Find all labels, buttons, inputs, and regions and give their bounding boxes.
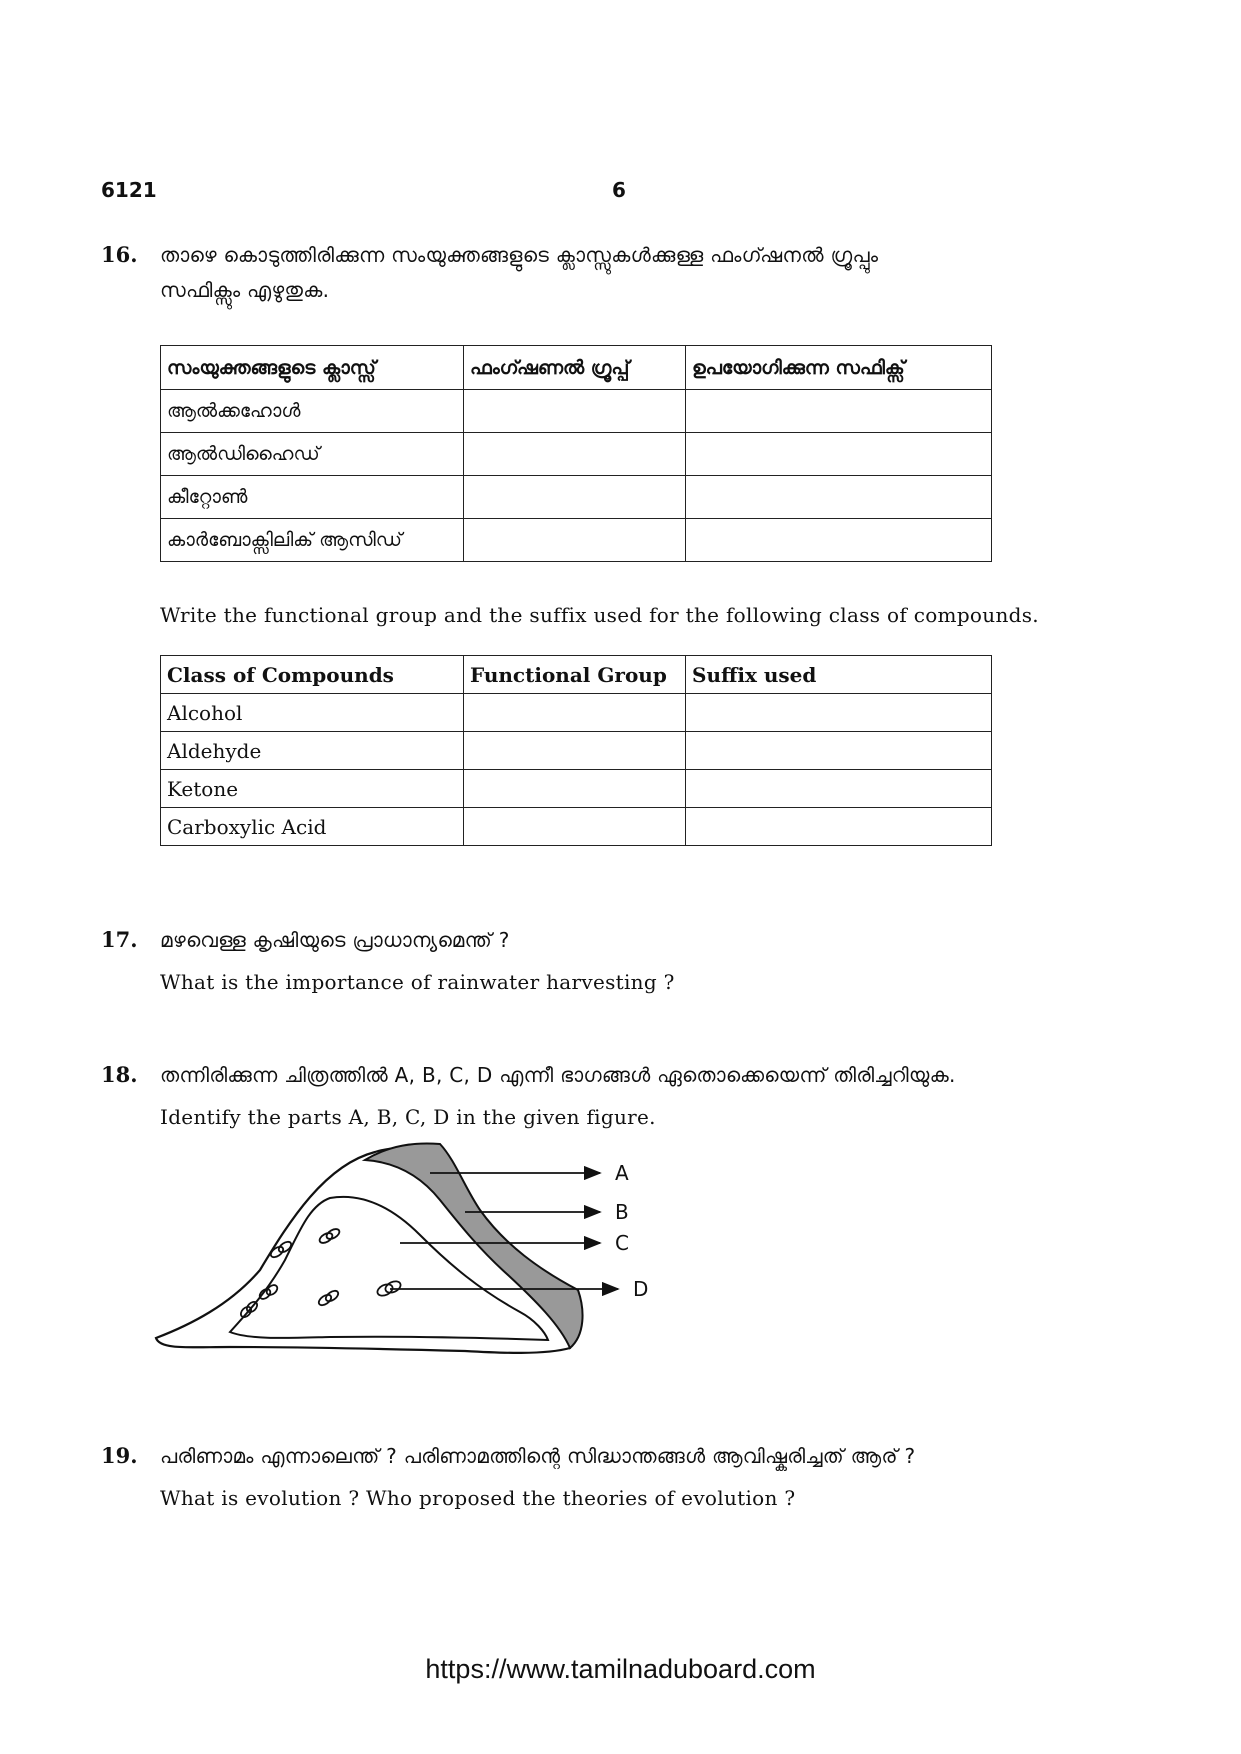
table-header-cell: Functional Group	[464, 656, 686, 694]
question-16-number: 16.	[101, 242, 138, 267]
table-cell: Ketone	[161, 770, 464, 808]
table-row	[161, 433, 992, 476]
page-number: 6	[612, 178, 626, 202]
table-header-cell: ഫംഗ്ഷണൽ ഗ്രൂപ്പ്	[464, 346, 686, 390]
figure-label-c: C	[615, 1231, 629, 1255]
question-17-ml: മഴവെള്ള കൃഷിയുടെ പ്രാധാന്യമെന്ത് ?	[160, 928, 510, 952]
answer-cell	[464, 433, 686, 476]
answer-cell	[686, 519, 992, 562]
answer-cell	[686, 433, 992, 476]
figure-label-d: D	[633, 1277, 649, 1301]
table-header-cell: Suffix used	[686, 656, 992, 694]
footer-url[interactable]: https://www.tamilnaduboard.com	[425, 1654, 816, 1684]
table-row	[161, 476, 992, 519]
table-row	[161, 732, 992, 770]
table-row	[161, 770, 992, 808]
table-cell: കീറ്റോൺ	[161, 476, 464, 519]
table-header-row	[161, 346, 992, 390]
question-18-ml: തന്നിരിക്കുന്ന ചിത്രത്തിൽ A, B, C, D എന്നീ ഭാഗങ്ങൾ ഏതൊക്കെയെന്ന് തിരിച്ചറിയുക.	[160, 1063, 956, 1087]
answer-cell	[686, 770, 992, 808]
answer-cell	[686, 390, 992, 433]
figure-label-a: A	[615, 1161, 629, 1185]
answer-cell	[686, 732, 992, 770]
answer-cell	[464, 770, 686, 808]
answer-cell	[464, 694, 686, 732]
paper-code: 6121	[101, 178, 157, 202]
question-19-ml: പരിണാമം എന്നാലെന്ത് ? പരിണാമത്തിന്റെ സിദ്ധാന്തങ്ങൾ ആവിഷ്കരിച്ചത് ആര് ?	[160, 1444, 916, 1468]
fruit-section-figure	[150, 1140, 710, 1370]
answer-cell	[464, 808, 686, 846]
answer-cell	[464, 519, 686, 562]
table-row	[161, 519, 992, 562]
table-row	[161, 694, 992, 732]
answer-cell	[464, 732, 686, 770]
question-18-number: 18.	[101, 1062, 138, 1087]
table-cell: Alcohol	[161, 694, 464, 732]
answer-cell	[686, 694, 992, 732]
table-row	[161, 390, 992, 433]
answer-cell	[464, 476, 686, 519]
answer-cell	[686, 808, 992, 846]
question-16-ml-line2: സഫിക്സും എഴുതുക.	[160, 278, 330, 302]
question-18-en: Identify the parts A, B, C, D in the given figure.	[160, 1105, 656, 1129]
figure-label-b: B	[615, 1200, 629, 1224]
table-cell: ആൽക്കഹോൾ	[161, 390, 464, 433]
question-17-en: What is the importance of rainwater harvesting ?	[160, 970, 675, 994]
question-19-en: What is evolution ? Who proposed the theories of evolution ?	[160, 1486, 796, 1510]
table-header-row	[161, 656, 992, 694]
table-cell: കാർബോക്സിലിക് ആസിഡ്	[161, 519, 464, 562]
table-header-cell: Class of Compounds	[161, 656, 464, 694]
answer-cell	[686, 476, 992, 519]
question-16-ml-line1: താഴെ കൊടുത്തിരിക്കുന്ന സംയുക്തങ്ങളുടെ ക്ലാസ്സുകൾക്കുള്ള ഫംഗ്ഷനൽ ഗ്രൂപ്പും	[160, 243, 879, 267]
table-header-cell: സംയുക്തങ്ങളുടെ ക്ലാസ്സ്	[161, 346, 464, 390]
question-16-en-instruction: Write the functional group and the suffix used for the following class of compounds.	[160, 603, 1039, 627]
malayalam-compound-table	[160, 345, 992, 562]
seeds	[239, 1227, 402, 1319]
question-17-number: 17.	[101, 927, 138, 952]
shaded-layer	[365, 1143, 583, 1348]
table-header-cell: ഉപയോഗിക്കുന്ന സഫിക്സ്	[686, 346, 992, 390]
table-cell: ആൽഡിഹൈഡ്	[161, 433, 464, 476]
answer-cell	[464, 390, 686, 433]
question-19-number: 19.	[101, 1443, 138, 1468]
table-cell: Aldehyde	[161, 732, 464, 770]
table-row	[161, 808, 992, 846]
english-compound-table	[160, 655, 992, 846]
table-cell: Carboxylic Acid	[161, 808, 464, 846]
